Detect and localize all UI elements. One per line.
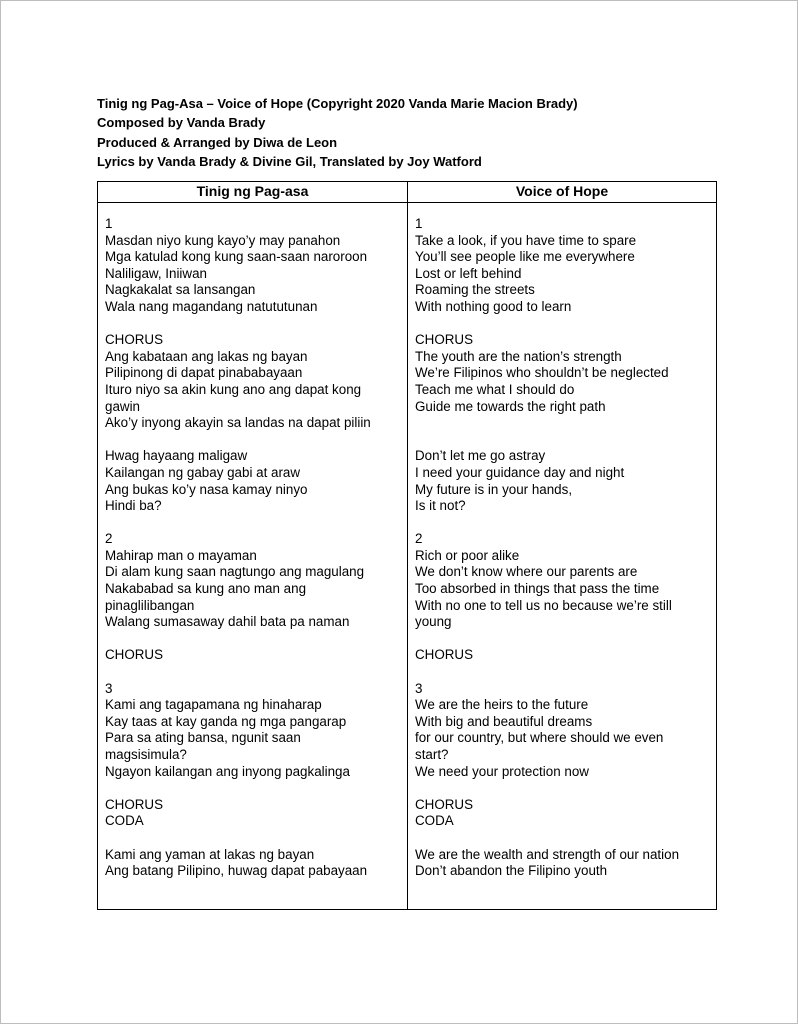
lyric-line: The youth are the nation’s strength bbox=[415, 348, 622, 364]
lyric-line: We are the heirs to the future bbox=[415, 697, 589, 713]
stanza-gap bbox=[415, 515, 712, 532]
lyric-line: Mahirap man o mayaman bbox=[105, 547, 257, 563]
lyric-line: Don’t abandon the Filipino youth bbox=[415, 863, 608, 879]
lyric-line: I need your guidance day and night bbox=[415, 464, 625, 480]
stanza-gap bbox=[415, 664, 712, 681]
lyric-line: We don’t know where our parents are bbox=[415, 564, 638, 580]
stanza-gap bbox=[415, 415, 712, 432]
lyric-line: magsisimula? bbox=[105, 747, 187, 762]
english-column-title: Voice of Hope bbox=[408, 182, 716, 203]
lyric-line: Pilipinong di dapat pinababayaan bbox=[105, 365, 303, 381]
lyric-line: Guide me towards the right path bbox=[415, 398, 606, 414]
lyric-line: gawin bbox=[105, 398, 140, 414]
lyricist-line: Lyrics by Vanda Brady & Divine Gil, Translated by Joy Watford bbox=[97, 153, 482, 169]
lyric-line: We need your protection now bbox=[415, 763, 589, 779]
section-label: CHORUS bbox=[105, 332, 164, 348]
lyric-line: Nakababad sa kung ano man ang bbox=[105, 581, 307, 597]
lyric-line: With big and beautiful dreams bbox=[415, 713, 593, 729]
stanza-gap bbox=[105, 664, 403, 681]
section-label: CHORUS bbox=[415, 647, 474, 663]
lyric-line: Kami ang yaman at lakas ng bayan bbox=[105, 846, 315, 862]
verse-number: 2 bbox=[105, 531, 113, 547]
verse-number: 3 bbox=[105, 680, 113, 696]
stanza-gap bbox=[105, 830, 403, 847]
stanza-gap bbox=[105, 316, 403, 333]
lyric-line: Hindi ba? bbox=[105, 498, 162, 514]
lyric-line: We’re Filipinos who shouldn’t be neglected bbox=[415, 365, 669, 381]
lyric-line: Ako’y inyong akayin sa landas na dapat piliin bbox=[105, 415, 371, 431]
lyric-line: With no one to tell us no because we’re still bbox=[415, 597, 672, 613]
stanza-gap bbox=[415, 432, 712, 449]
lyric-line: pinaglilibangan bbox=[105, 597, 195, 613]
english-lyrics-column bbox=[408, 182, 716, 909]
section-label: CODA bbox=[105, 813, 144, 829]
lyric-line: Masdan niyo kung kayo’y may panahon bbox=[105, 232, 341, 248]
song-credits bbox=[97, 94, 737, 171]
lyric-line: Kay taas at kay ganda ng mga pangarap bbox=[105, 713, 347, 729]
stanza-gap bbox=[105, 780, 403, 797]
stanza-gap bbox=[105, 631, 403, 648]
lyric-line: Don’t let me go astray bbox=[415, 448, 546, 464]
lyric-line: Roaming the streets bbox=[415, 282, 535, 298]
verse-number: 1 bbox=[105, 216, 113, 231]
lyric-line: young bbox=[415, 614, 452, 630]
lyric-line: Ang batang Pilipino, huwag dapat pabayaan bbox=[105, 863, 368, 879]
stanza-gap bbox=[105, 515, 403, 532]
section-label: CHORUS bbox=[105, 796, 164, 812]
composer-line: Composed by Vanda Brady bbox=[97, 115, 266, 131]
lyric-line: Naliligaw, Iniiwan bbox=[105, 265, 207, 281]
stanza-gap bbox=[415, 316, 712, 333]
lyric-line: Walang sumasaway dahil bata pa naman bbox=[105, 614, 350, 630]
lyric-line: My future is in your hands, bbox=[415, 481, 573, 497]
lyric-line: Para sa ating bansa, ngunit saan bbox=[105, 730, 301, 746]
lyric-line: Ituro niyo sa akin kung ano ang dapat kong bbox=[105, 381, 362, 397]
lyric-line: We are the wealth and strength of our nation bbox=[415, 846, 680, 862]
lyric-line: With nothing good to learn bbox=[415, 298, 572, 314]
stanza-gap bbox=[105, 432, 403, 449]
stanza-gap bbox=[415, 780, 712, 797]
filipino-column-title: Tinig ng Pag-asa bbox=[98, 182, 407, 203]
stanza-gap bbox=[415, 830, 712, 847]
lyric-line: Nagkakalat sa lansangan bbox=[105, 282, 256, 298]
verse-number: 2 bbox=[415, 531, 423, 547]
section-label: CODA bbox=[415, 813, 454, 829]
lyric-line: Lost or left behind bbox=[415, 265, 522, 281]
lyric-line: Wala nang magandang natututunan bbox=[105, 298, 318, 314]
filipino-lyrics-column bbox=[98, 182, 408, 909]
verse-number: 1 bbox=[415, 216, 423, 231]
song-title-line: Tinig ng Pag-Asa – Voice of Hope (Copyright 2020 Vanda Marie Macion Brady) bbox=[97, 96, 578, 111]
lyric-line: start? bbox=[415, 747, 449, 762]
filipino-lyrics-body bbox=[105, 216, 403, 880]
lyrics-table bbox=[97, 181, 717, 910]
lyric-line: Too absorbed in things that pass the time bbox=[415, 581, 660, 597]
lyric-line: Is it not? bbox=[415, 498, 466, 514]
section-label: CHORUS bbox=[415, 332, 474, 348]
lyric-line: Teach me what I should do bbox=[415, 381, 575, 397]
lyric-line: You’ll see people like me everywhere bbox=[415, 249, 635, 265]
lyric-line: Ang bukas ko’y nasa kamay ninyo bbox=[105, 481, 308, 497]
section-label: CHORUS bbox=[415, 796, 474, 812]
section-label: CHORUS bbox=[105, 647, 164, 663]
lyric-line: Hwag hayaang maligaw bbox=[105, 448, 248, 464]
lyric-line: Ang kabataan ang lakas ng bayan bbox=[105, 348, 308, 364]
lyric-line: Di alam kung saan nagtungo ang magulang bbox=[105, 564, 365, 580]
english-lyrics-body bbox=[415, 216, 712, 880]
producer-line: Produced & Arranged by Diwa de Leon bbox=[97, 134, 338, 150]
lyric-line: Mga katulad kong kung saan-saan naroroon bbox=[105, 249, 368, 265]
lyric-line: Take a look, if you have time to spare bbox=[415, 232, 637, 248]
lyric-line: Rich or poor alike bbox=[415, 547, 520, 563]
lyric-line: Ngayon kailangan ang inyong pagkalinga bbox=[105, 763, 350, 779]
lyric-line: Kami ang tagapamana ng hinaharap bbox=[105, 697, 322, 713]
lyric-line: Kailangan ng gabay gabi at araw bbox=[105, 464, 301, 480]
stanza-gap bbox=[415, 631, 712, 648]
verse-number: 3 bbox=[415, 680, 423, 696]
lyric-line: for our country, but where should we even bbox=[415, 730, 664, 746]
